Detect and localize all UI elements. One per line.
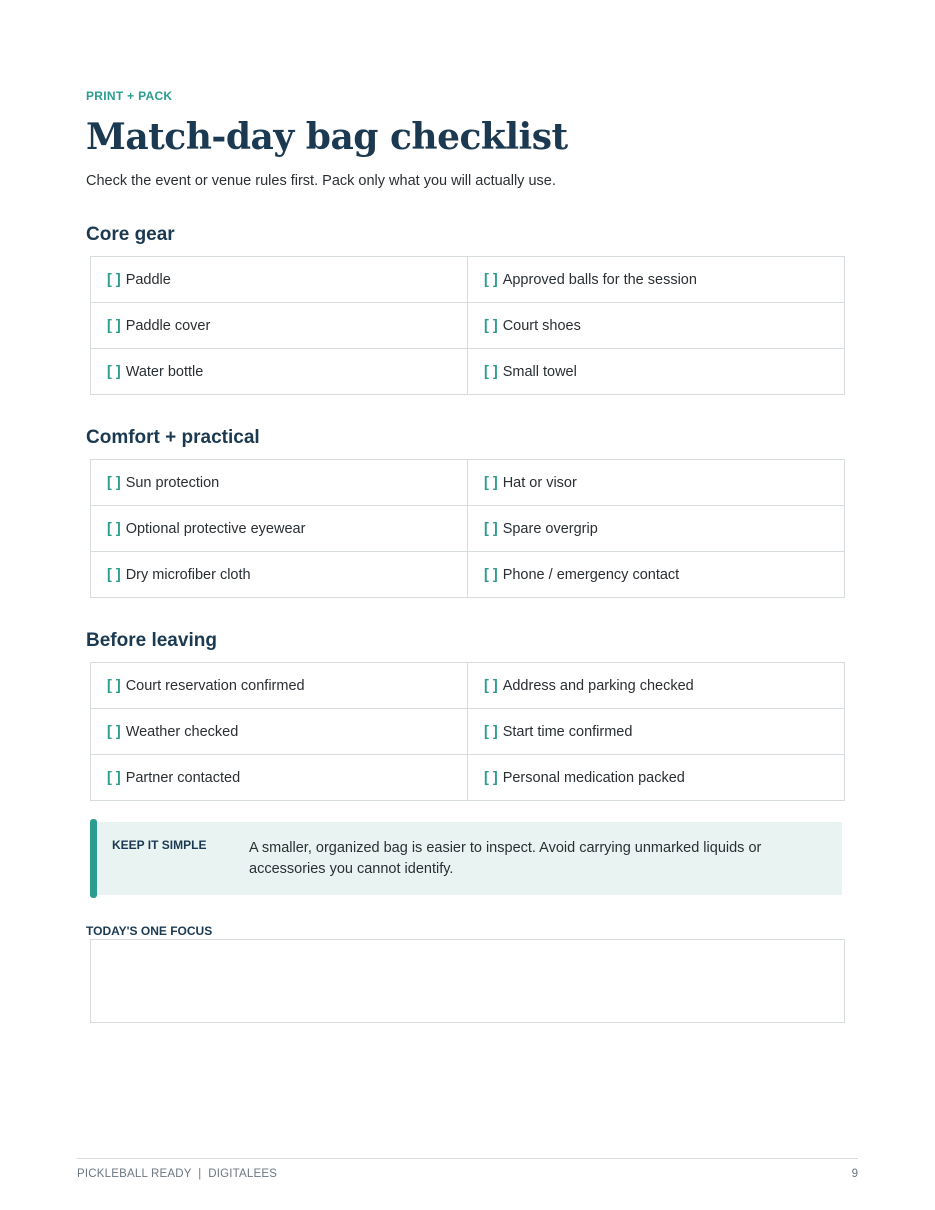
checklist-item[interactable] (91, 709, 468, 755)
checklist-item[interactable] (468, 552, 845, 598)
checklist-comfort-practical (90, 459, 845, 598)
checklist-item[interactable] (91, 460, 468, 506)
footer-brand: PICKLEBALL READY | DIGITALEES (77, 1168, 278, 1180)
checkbox-icon[interactable]: [ ] (107, 723, 121, 740)
checklist-before-leaving (90, 662, 845, 801)
checklist-item-label: Personal medication packed (502, 769, 685, 786)
checklist-item-label: Spare overgrip (502, 520, 598, 537)
checklist-item[interactable] (91, 349, 468, 395)
checklist-item-label: Optional protective eyewear (125, 520, 306, 537)
checklist-item-label: Water bottle (125, 363, 204, 380)
checklist-item[interactable] (91, 552, 468, 598)
checklist-item-label: Sun protection (125, 474, 220, 491)
checklist-row (91, 755, 845, 801)
checkbox-icon[interactable]: [ ] (107, 520, 121, 537)
checklist-item[interactable] (91, 257, 468, 303)
checkbox-icon[interactable]: [ ] (484, 677, 498, 694)
checkbox-icon[interactable]: [ ] (484, 723, 498, 740)
checklist-item[interactable] (468, 709, 845, 755)
checklist-row (91, 709, 845, 755)
page-subtitle: Check the event or venue rules first. Pack only what you will actually use. (86, 173, 556, 189)
keep-it-simple-callout (90, 822, 842, 895)
callout-text: A smaller, organized bag is easier to inspect. Avoid carrying unmarked liquids or accessories you cannot identify. (249, 840, 762, 877)
checkbox-icon[interactable]: [ ] (107, 317, 121, 334)
checklist-item[interactable] (468, 257, 845, 303)
checklist-item-label: Small towel (502, 363, 577, 380)
checklist-item[interactable] (468, 755, 845, 801)
callout-label: KEEP IT SIMPLE (112, 838, 207, 852)
checkbox-icon[interactable]: [ ] (107, 363, 121, 380)
checklist-row (91, 257, 845, 303)
checklist-item-label: Paddle (125, 271, 171, 288)
checkbox-icon[interactable]: [ ] (484, 271, 498, 288)
checkbox-icon[interactable]: [ ] (484, 317, 498, 334)
checkbox-icon[interactable]: [ ] (107, 677, 121, 694)
checklist-item-label: Partner contacted (125, 769, 241, 786)
checklist-row (91, 552, 845, 598)
checklist-item-label: Court reservation confirmed (125, 677, 305, 694)
checklist-row (91, 506, 845, 552)
focus-write-in-box[interactable] (90, 939, 845, 1023)
checklist-item-label: Hat or visor (502, 474, 577, 491)
checklist-item-label: Court shoes (502, 317, 581, 334)
checklist-item-label: Address and parking checked (502, 677, 694, 694)
checklist-item[interactable] (468, 303, 845, 349)
footer-divider (77, 1158, 858, 1159)
checklist-item[interactable] (468, 460, 845, 506)
page-number: 9 (851, 1168, 858, 1180)
section-title-before-leaving: Before leaving (86, 630, 217, 651)
checkbox-icon[interactable]: [ ] (484, 769, 498, 786)
checklist-item[interactable] (468, 349, 845, 395)
checkbox-icon[interactable]: [ ] (484, 474, 498, 491)
section-title-comfort-practical: Comfort + practical (86, 427, 260, 448)
checklist-item-label: Dry microfiber cloth (125, 566, 251, 583)
checklist-item[interactable] (468, 506, 845, 552)
eyebrow-label: PRINT + PACK (86, 89, 173, 103)
page-title: Match-day bag checklist (86, 116, 568, 158)
checklist-row (91, 349, 845, 395)
checklist-item[interactable] (468, 663, 845, 709)
checklist-item[interactable] (91, 755, 468, 801)
checklist-item-label: Start time confirmed (502, 723, 633, 740)
checklist-item-label: Paddle cover (125, 317, 211, 334)
checkbox-icon[interactable]: [ ] (107, 566, 121, 583)
checklist-item[interactable] (91, 303, 468, 349)
checklist-item[interactable] (91, 506, 468, 552)
checklist-row (91, 663, 845, 709)
checklist-item[interactable] (91, 663, 468, 709)
checklist-row (91, 303, 845, 349)
checkbox-icon[interactable]: [ ] (107, 271, 121, 288)
checklist-core-gear (90, 256, 845, 395)
checkbox-icon[interactable]: [ ] (107, 769, 121, 786)
checkbox-icon[interactable]: [ ] (484, 520, 498, 537)
checkbox-icon[interactable]: [ ] (484, 363, 498, 380)
checklist-item-label: Phone / emergency contact (502, 566, 680, 583)
checklist-item-label: Weather checked (125, 723, 239, 740)
focus-label: TODAY'S ONE FOCUS (86, 924, 213, 938)
checkbox-icon[interactable]: [ ] (484, 566, 498, 583)
section-title-core-gear: Core gear (86, 224, 175, 245)
checklist-item-label: Approved balls for the session (502, 271, 697, 288)
callout-accent-bar (90, 819, 97, 898)
checklist-row (91, 460, 845, 506)
checkbox-icon[interactable]: [ ] (107, 474, 121, 491)
